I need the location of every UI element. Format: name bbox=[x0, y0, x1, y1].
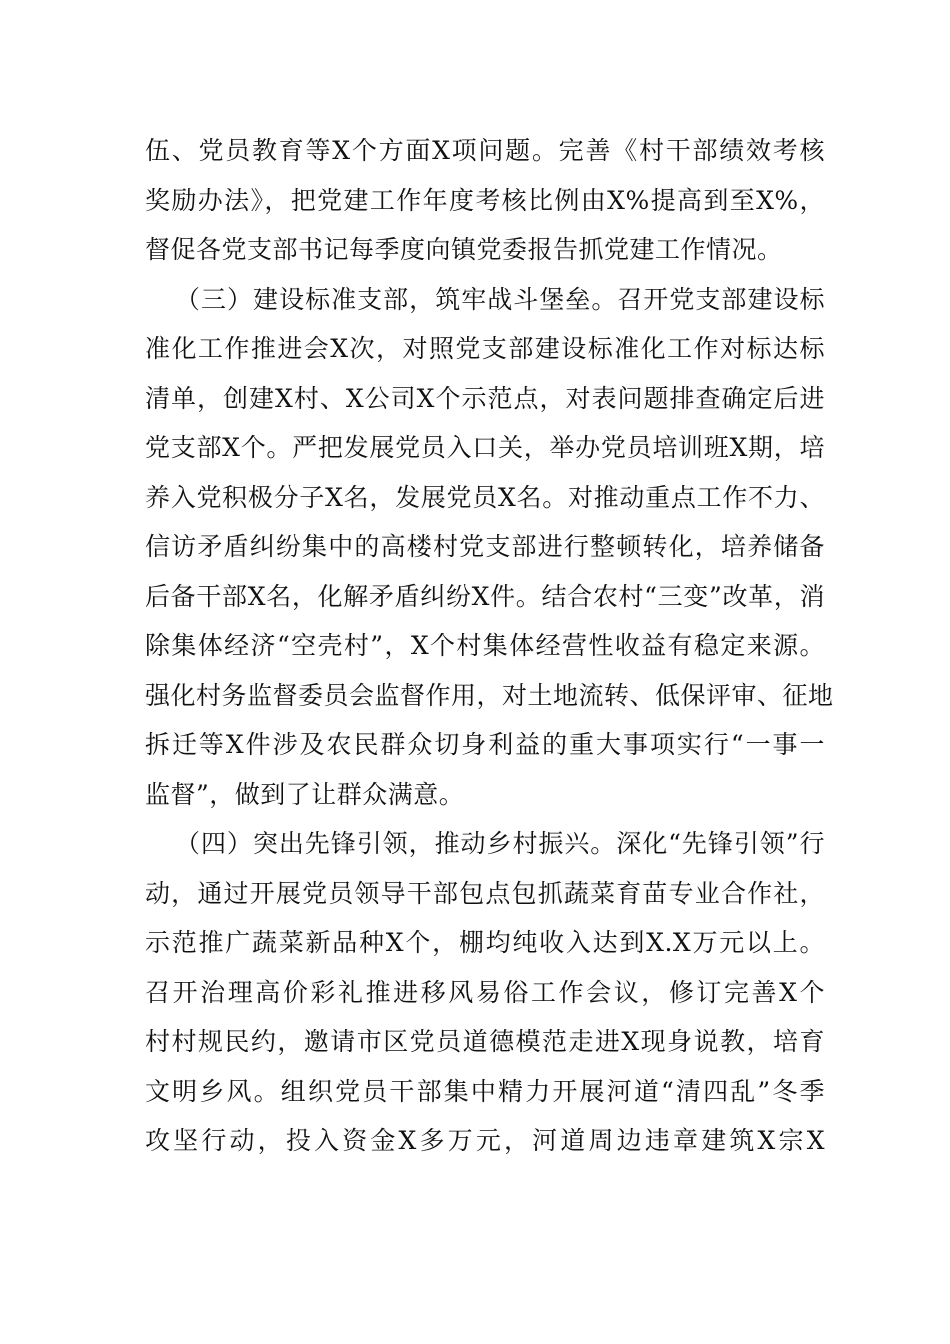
text-line: 督促各党支部书记每季度向镇党委报告抓党建工作情况。 bbox=[145, 235, 783, 264]
paragraph-continued bbox=[145, 126, 825, 275]
section-3-heading-line: （三）建设标准支部，筑牢战斗堡垒。召开党支部建设标 bbox=[175, 284, 825, 314]
section-4-heading-line: （四）突出先锋引领，推动乡村振兴。深化“先锋引领”行 bbox=[175, 829, 825, 858]
text-line: 拆迁等X件涉及农民群众切身利益的重大事项实行“一事一 bbox=[145, 730, 825, 759]
text-line: 信访矛盾纠纷集中的高楼村党支部进行整顿转化，培养储备 bbox=[145, 532, 825, 561]
text-line: 清单，创建X村、X公司X个示范点，对表问题排查确定后进 bbox=[145, 383, 825, 413]
paragraph-section-3 bbox=[145, 275, 834, 820]
text-line: 强化村务监督委员会监督作用，对土地流转、低保评审、征地 bbox=[145, 680, 834, 710]
text-line: 村村规民约，邀请市区党员道德模范走进X现身说教，培育 bbox=[145, 1027, 825, 1056]
paragraph-section-4 bbox=[145, 819, 825, 1166]
text-line: 奖励办法》，把党建工作年度考核比例由X%提高到至X%， bbox=[145, 185, 825, 215]
text-line: 后备干部X名，化解矛盾纠纷X件。结合农村“三变”改革，消 bbox=[145, 581, 825, 611]
text-line: 伍、党员教育等X个方面X项问题。完善《村干部绩效考核 bbox=[145, 136, 825, 165]
text-line: 除集体经济“空壳村”，X个村集体经营性收益有稳定来源。 bbox=[145, 631, 825, 660]
text-line: 动，通过开展党员领导干部包点包抓蔬菜育苗专业合作社， bbox=[145, 878, 825, 908]
text-line: 示范推广蔬菜新品种X个，棚均纯收入达到X.X万元以上。 bbox=[145, 928, 825, 957]
text-line: 党支部X个。严把发展党员入口关，举办党员培训班X期，培 bbox=[145, 433, 825, 462]
text-line: 攻坚行动，投入资金X多万元，河道周边违章建筑X宗X bbox=[145, 1126, 825, 1155]
document-body bbox=[145, 126, 834, 1166]
text-line: 养入党积极分子X名，发展党员X名。对推动重点工作不力、 bbox=[145, 482, 825, 512]
text-line: 准化工作推进会X次，对照党支部建设标准化工作对标达标 bbox=[145, 334, 825, 363]
text-line: 召开治理高价彩礼推进移风易俗工作会议，修订完善X个 bbox=[145, 977, 825, 1007]
text-line: 文明乡风。组织党员干部集中精力开展河道“清四乱”冬季 bbox=[145, 1076, 825, 1106]
text-line: 监督”，做到了让群众满意。 bbox=[145, 779, 465, 809]
